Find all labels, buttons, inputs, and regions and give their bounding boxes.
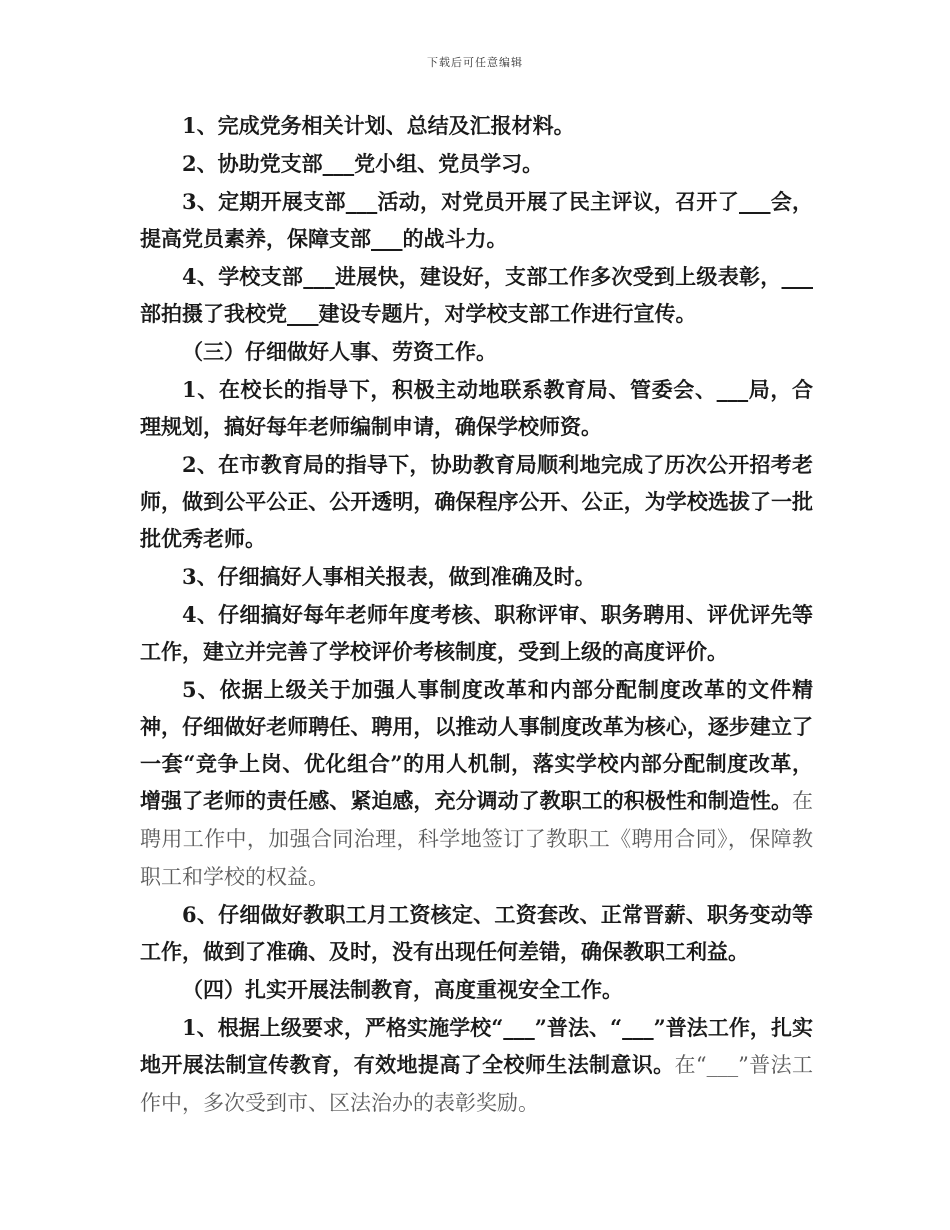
paragraph-text: 2、在市教育局的指导下，协助教育局顺利地完成了历次公开招考老师，做到公平公正、公开透明，确保程序公开、公正，为学校选拔了一批批优秀老师。 [140, 452, 813, 551]
paragraph-text: 1、在校长的指导下，积极主动地联系教育局、管委会、___局，合理规划，搞好每年老师编制申请，确保学校师资。 [140, 377, 813, 439]
paragraph-text: 4、仔细搞好每年老师年度考核、职称评审、职务聘用、评优评先等工作，建立并完善了学校评价考核制度，受到上级的高度评价。 [140, 602, 813, 664]
paragraph [140, 371, 813, 446]
section-heading [140, 971, 813, 1009]
paragraph-text: 4、学校支部___进展快，建设好，支部工作多次受到上级表彰，___部拍摄了我校党___建设专题片，对学校支部工作进行宣传。 [140, 264, 813, 326]
paragraph-text-light: 在“___”普法工作中，多次受到市、区法治办的表彰奖励。 [140, 1053, 813, 1115]
paragraph-text: 6、仔细做好教职工月工资核定、工资套改、正常晋薪、职务变动等工作，做到了准确、及时，没有出现任何差错，确保教职工利益。 [140, 902, 813, 964]
paragraph [140, 258, 813, 333]
section-heading-text: （三）仔细做好人事、劳资工作。 [182, 339, 497, 364]
section-heading [140, 333, 813, 371]
paragraph-text: 3、仔细搞好人事相关报表，做到准确及时。 [182, 564, 596, 589]
paragraph [140, 446, 813, 558]
paragraph [140, 183, 813, 258]
paragraph-text: 3、定期开展支部___活动，对党员开展了民主评议，召开了___会，提高党员素养，保障支部___的战斗力。 [140, 189, 813, 251]
page-header: 下载后可任意编辑 [427, 56, 523, 69]
section-heading-text: （四）扎实开展法制教育，高度重视安全工作。 [182, 977, 623, 1002]
paragraph [140, 671, 813, 896]
paragraph-text: 2、协助党支部___党小组、党员学习。 [182, 151, 544, 176]
paragraph [140, 1009, 813, 1122]
document-body [140, 107, 813, 1122]
paragraph-text: 1、完成党务相关计划、总结及汇报材料。 [182, 113, 575, 138]
paragraph [140, 896, 813, 971]
paragraph-text-light: 在聘用工作中，加强合同治理，科学地签订了教职工《聘用合同》，保障教职工和学校的权益。 [140, 789, 813, 889]
paragraph [140, 558, 813, 596]
paragraph [140, 145, 813, 183]
paragraph-text: 1、根据上级要求，严格实施学校“___”普法、“___”普法工作，扎实地开展法制宣传教育，有效地提高了全校师生法制意识。 [140, 1015, 813, 1077]
paragraph-text: 5、依据上级关于加强人事制度改革和内部分配制度改革的文件精神，仔细做好老师聘任、聘用，以推动人事制度改革为核心，逐步建立了一套“竞争上岗、优化组合”的用人机制，落实学校内部分配制度改革，增强了老师的责任感、紧迫感，充分调动了教职工的积极性和制造性。 [140, 677, 813, 813]
paragraph [140, 107, 813, 145]
paragraph [140, 596, 813, 671]
